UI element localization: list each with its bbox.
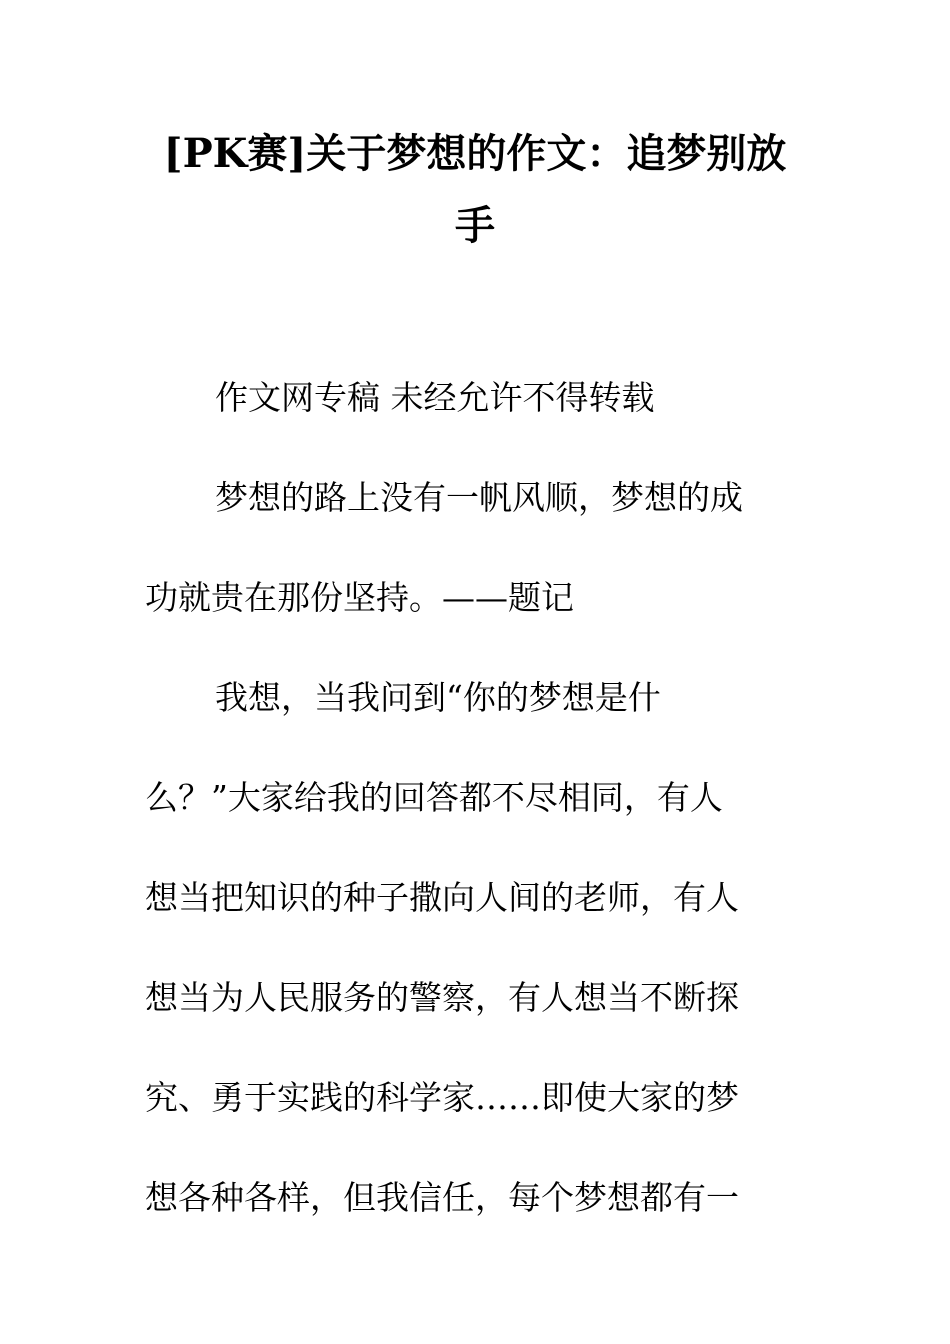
epigraph-line-1: 梦想的路上没有一帆风顺，梦想的成: [215, 478, 743, 517]
document-title: [145, 118, 805, 262]
paragraph-line-4: 想当为人民服务的警察，有人想当不断探: [145, 978, 739, 1017]
paragraph-line-5: 究、勇于实践的科学家……即使大家的梦: [145, 1078, 739, 1117]
title-line-2: 手: [455, 202, 495, 249]
paragraph-line-1: 我想，当我问到“你的梦想是什: [215, 678, 661, 717]
byline: 作文网专稿 未经允许不得转载: [215, 378, 655, 417]
paragraph-line-3: 想当把知识的种子撒向人间的老师，有人: [145, 878, 739, 917]
paragraph-line-2: 么？”大家给我的回答都不尽相同，有人: [145, 778, 723, 817]
epigraph-line-2: 功就贵在那份坚持。——题记: [145, 578, 574, 617]
title-line-1: [PK赛]关于梦想的作文：追梦别放: [163, 130, 787, 177]
paragraph-line-6: 想各种各样，但我信任，每个梦想都有一: [145, 1178, 739, 1217]
